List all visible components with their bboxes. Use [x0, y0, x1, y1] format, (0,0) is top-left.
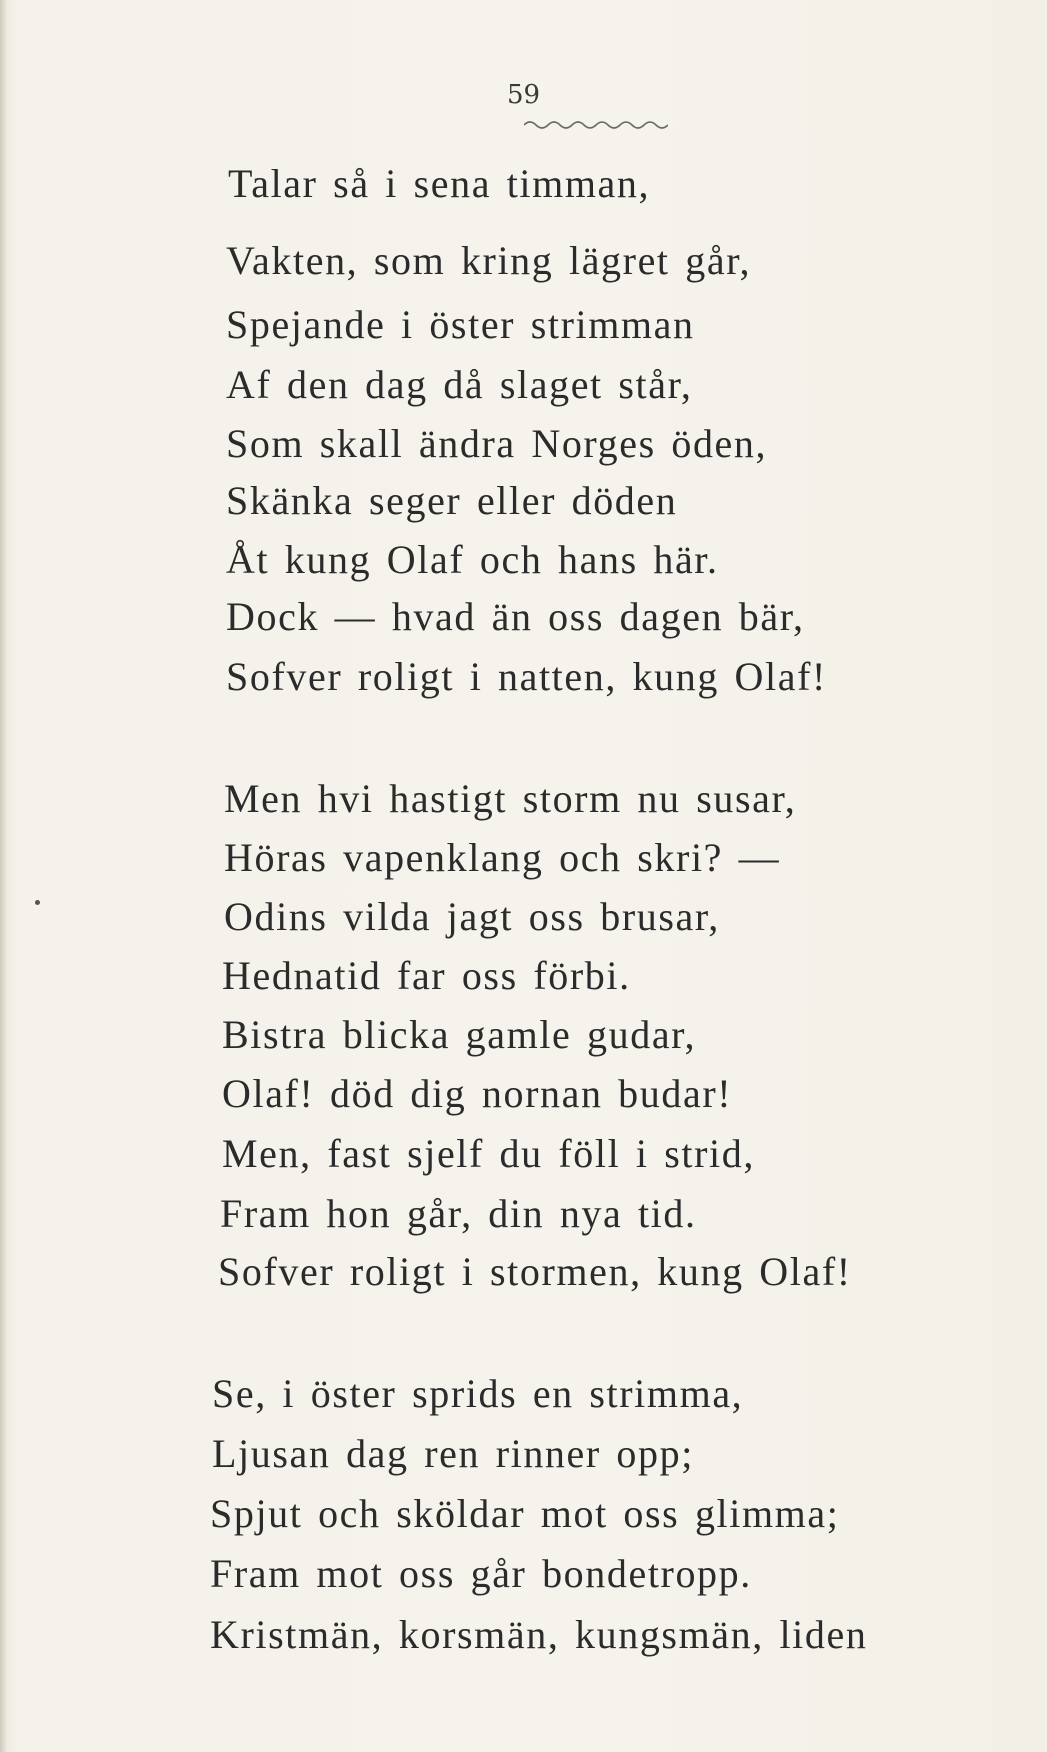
verse-line: Sofver roligt i natten, kung Olaf!	[226, 654, 827, 699]
paper-speck	[35, 900, 40, 905]
verse-line: Spjut och sköldar mot oss glimma;	[210, 1491, 840, 1536]
verse-line: Fram hon går, din nya tid.	[220, 1191, 697, 1236]
verse-line: Talar så i sena timman,	[228, 161, 651, 206]
verse-line: Men hvi hastigt storm nu susar,	[224, 776, 797, 821]
verse-line: Bistra blicka gamle gudar,	[222, 1012, 697, 1057]
verse-line: Odins vilda jagt oss brusar,	[224, 894, 720, 939]
ornament-rule-icon	[524, 118, 668, 132]
page-number: 59	[506, 80, 541, 110]
verse-line: Som skall ändra Norges öden,	[226, 421, 768, 466]
verse-line: Se, i öster sprids en strimma,	[212, 1371, 744, 1416]
verse-line: Af den dag då slaget står,	[226, 362, 693, 407]
verse-line: Vakten, som kring lägret går,	[226, 238, 752, 283]
page-binding-edge	[0, 0, 6, 1752]
verse-line: Ljusan dag ren rinner opp;	[212, 1431, 694, 1476]
verse-line: Höras vapenklang och skri? —	[224, 835, 781, 880]
verse-line: Olaf! död dig nornan budar!	[222, 1071, 733, 1116]
verse-line: Spejande i öster strimman	[226, 302, 695, 347]
verse-line: Kristmän, korsmän, kungsmän, liden	[210, 1612, 868, 1657]
verse-line: Men, fast sjelf du föll i strid,	[222, 1131, 755, 1176]
verse-line: Åt kung Olaf och hans här.	[226, 537, 719, 582]
verse-line: Skänka seger eller döden	[226, 478, 678, 523]
verse-line: Hednatid far oss förbi.	[222, 953, 631, 998]
verse-line: Dock — hvad än oss dagen bär,	[226, 594, 805, 639]
verse-line: Fram mot oss går bondetropp.	[210, 1551, 752, 1596]
verse-line: Sofver roligt i stormen, kung Olaf!	[218, 1249, 852, 1294]
